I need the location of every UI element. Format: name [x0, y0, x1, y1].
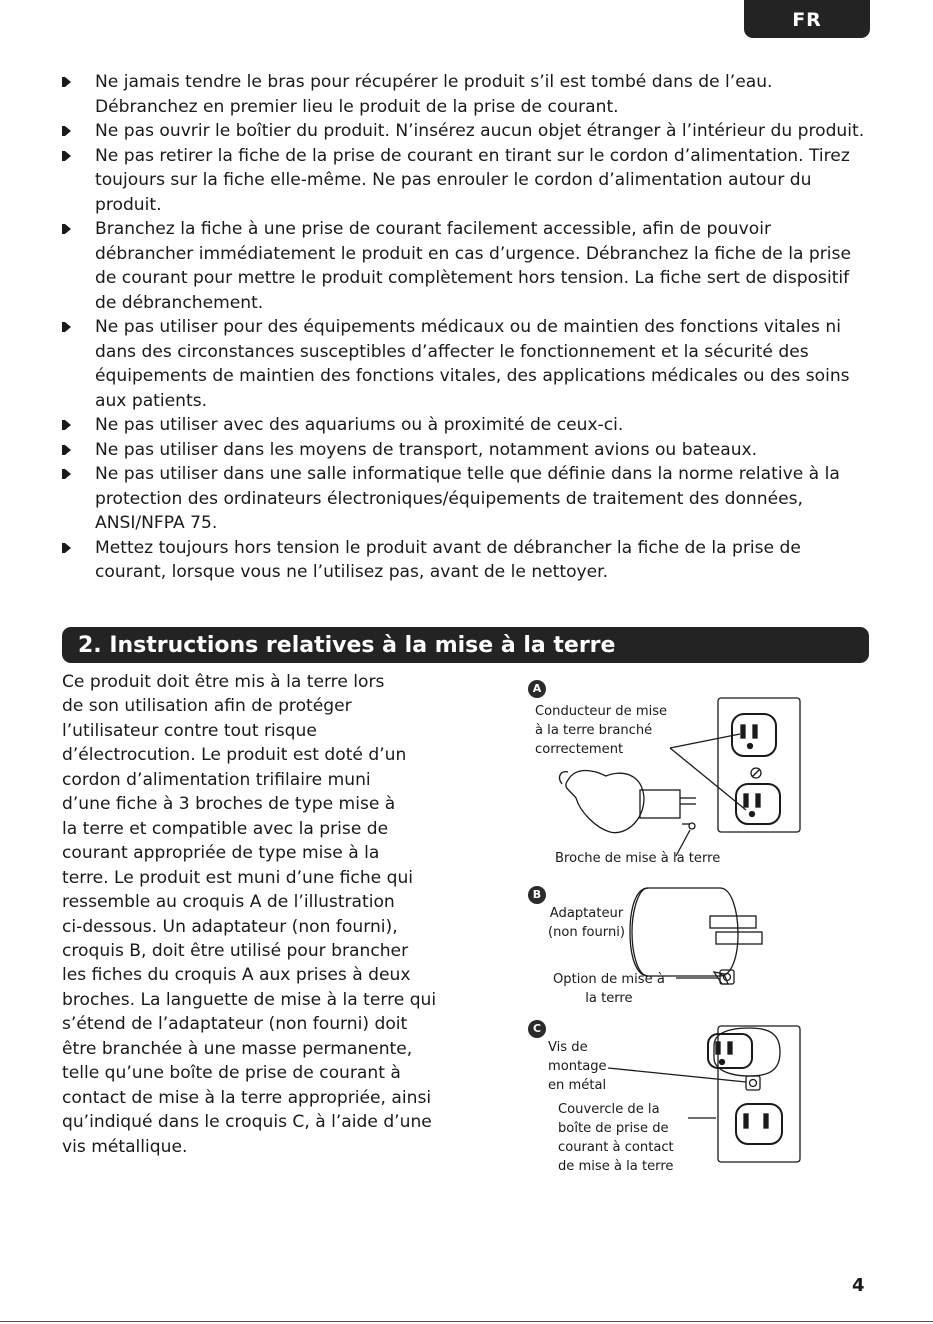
outlet-bottom-c [736, 1104, 782, 1144]
bullet-text: Branchez la fiche à une prise de courant facilement accessible, afin de pouvoir débrancher immédiatement le produit en cas d’urgence. Débranchez la fiche de la prise de courant pour mettre le produit complètement hors tension. La fiche sert de dispositif de débranchement. [95, 219, 851, 313]
bullet-icon [65, 77, 71, 87]
bullet-text: Ne pas utiliser avec des aquariums ou à proximité de ceux-ci. [95, 415, 624, 435]
bullet-icon [65, 151, 71, 161]
bullet-icon [65, 469, 71, 479]
ground-option-label: Option de mise à la terre [553, 972, 665, 1006]
bullet-icon [65, 420, 71, 430]
figure-a-badge: A [528, 680, 546, 698]
language-tab: FR [744, 0, 870, 38]
conductor-label: Conducteur de mise à la terre branché correctement [535, 704, 668, 757]
section-header [62, 627, 869, 663]
list-item [62, 119, 874, 144]
plug-body-a [566, 771, 644, 833]
figure-c-badge: C [528, 1020, 546, 1038]
list-item [62, 217, 874, 315]
figure-b-badge: B [528, 886, 546, 904]
list-item [62, 413, 874, 438]
safety-bullet-list [62, 70, 874, 585]
wall-plate-a [718, 698, 800, 832]
bullet-text: Ne pas utiliser dans les moyens de transport, notamment avions ou bateaux. [95, 439, 758, 460]
grounding-instructions-text: Ce produit doit être mis à la terre lors de son utilisation afin de protéger l’utilisateur contre tout risque d’électrocution. Le produit est doté d’un cordon d’alimentation trifilaire muni d’une fiche à 3 broches de type mise à la terre et compatible avec la prise de courant appropriée de type mise à la terre. Le produit est muni d’une fiche qui ressemble au croquis A de l’illustration ci-dessous. Un adaptateur (non fourni), croquis B, doit être utilisé pour brancher les fiches du croquis A aux prises à deux broches. La languette de mise à la terre qui s’étend de l’adaptateur (non fourni) doit être branchée à une masse permanente, telle qu’une boîte de prise de courant à contact de mise à la terre appropriée, ainsi qu’indiqué dans le croquis C, à l’aide d’une vis métallique. [62, 672, 437, 1157]
bullet-text: Ne pas utiliser dans une salle informatique telle que définie dans la norme relative à la protection des ordinateurs électroniques/équipements de traitement des données, ANSI/NFPA 75. [95, 464, 840, 533]
list-item [62, 438, 874, 463]
list-item [62, 144, 874, 218]
bullet-text: Ne pas ouvrir le boîtier du produit. N’insérez aucun objet étranger à l’intérieur du produit. [95, 121, 865, 141]
bullet-icon [65, 224, 71, 234]
bullet-text: Ne pas utiliser pour des équipements médicaux ou de maintien des fonctions vitales ni dans des circonstances susceptibles d’affecter le fonctionnement et la sécurité des équipements de maintien des fonctions vitales, des applications médicales ou des soins aux patients. [95, 317, 850, 411]
list-item [62, 462, 874, 536]
section-title: 2. Instructions relatives à la mise à la terre [78, 633, 616, 658]
bottom-divider [0, 1321, 933, 1322]
bullet-icon [65, 126, 71, 136]
bullet-icon [65, 543, 71, 553]
bullet-icon [65, 322, 71, 332]
bullet-text: Mettez toujours hors tension le produit avant de débrancher la fiche de la prise de courant, lorsque vous ne l’utilisez pas, avant de le nettoyer. [95, 537, 801, 582]
screw-label: Vis de montage en métal [548, 1040, 607, 1093]
bullet-text: Ne pas retirer la fiche de la prise de courant en tirant sur le cordon d’alimentation. Tirez toujours sur la fiche elle-même. Ne pas enrouler le cordon d’alimentation autour du produit. [95, 145, 850, 215]
ground-pin-label: Broche de mise à la terre [555, 851, 721, 866]
page-number: 4 [852, 1275, 865, 1296]
bullet-text: Ne jamais tendre le bras pour récupérer le produit s’il est tombé dans de l’eau. Débranchez en premier lieu le produit de la prise de courant. [95, 72, 773, 117]
grounding-illustration [510, 672, 890, 1192]
list-item [62, 536, 874, 585]
list-item [62, 315, 874, 413]
list-item [62, 70, 874, 119]
bullet-icon [65, 445, 71, 455]
adapter-label: Adaptateur (non fourni) [548, 906, 625, 940]
cover-label: Couvercle de la boîte de prise de courant à contact de mise à la terre [558, 1102, 674, 1174]
